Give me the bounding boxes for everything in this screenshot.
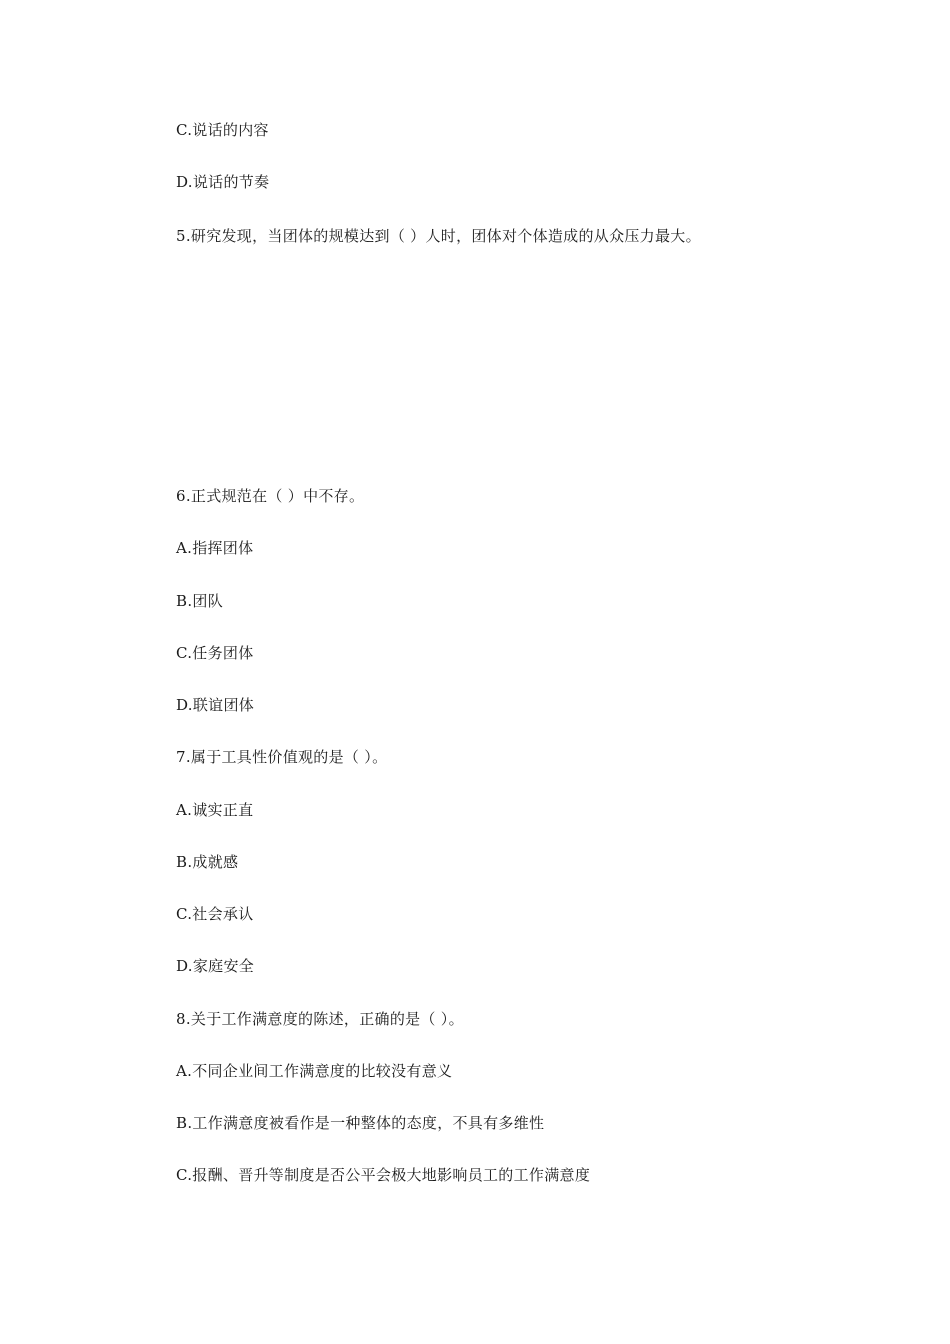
q4-option-c: C.说话的内容 [176,121,269,139]
q6-option-c: C.任务团体 [176,644,254,662]
q8-option-c: C.报酬、晋升等制度是否公平会极大地影响员工的工作满意度 [176,1166,591,1184]
q7-option-c: C.社会承认 [176,905,254,923]
q8-question: 8.关于工作满意度的陈述，正确的是（ ）。 [176,1010,464,1028]
q7-question: 7.属于工具性价值观的是（ ）。 [176,748,388,766]
q8-option-a: A.不同企业间工作满意度的比较没有意义 [176,1062,453,1080]
q7-option-a: A.诚实正直 [176,801,254,819]
q4-option-d: D.说话的节奏 [176,173,270,191]
q6-option-a: A.指挥团体 [176,539,254,557]
q7-option-b: B.成就感 [176,853,239,871]
q6-option-d: D.联谊团体 [176,696,255,714]
q6-option-b: B.团队 [176,592,223,610]
q7-option-d: D.家庭安全 [176,957,255,975]
q6-question: 6.正式规范在（ ）中不存。 [176,487,365,505]
q5-question: 5.研究发现，当团体的规模达到（ ）人时，团体对个体造成的从众压力最大。 [176,227,701,245]
q8-option-b: B.工作满意度被看作是一种整体的态度，不具有多维性 [176,1114,545,1132]
